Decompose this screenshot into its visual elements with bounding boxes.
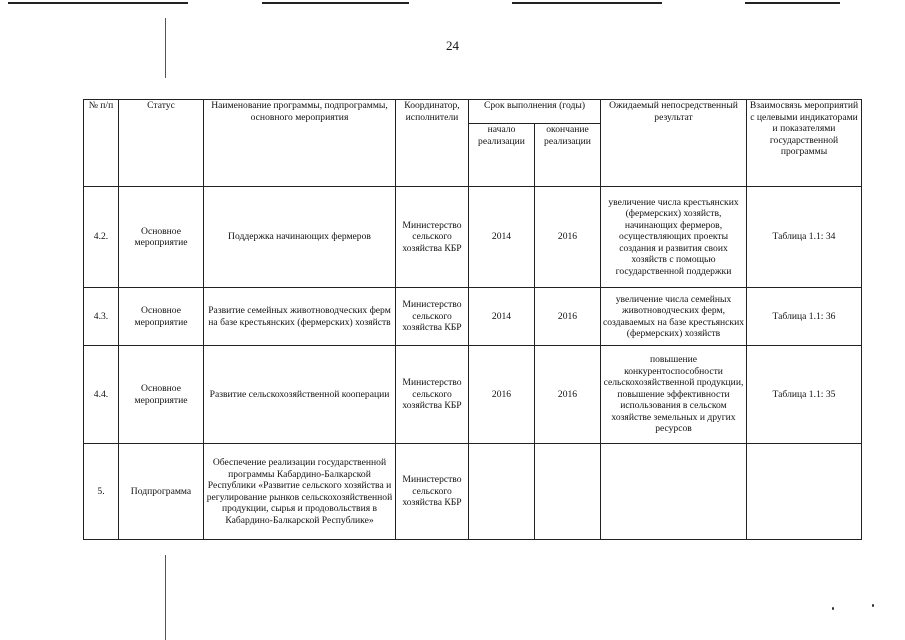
top-rule-3 — [512, 2, 662, 4]
row-relation: Таблица 1.1: 36 — [747, 288, 862, 346]
row-coordinator: Министерство сельского хозяйства КБР — [396, 288, 469, 346]
row-relation — [747, 444, 862, 540]
row-name: Развитие семейных животноводческих ферм на базе крестьянских (фермерских) хозяйств — [204, 288, 396, 346]
row-status: Основное мероприятие — [119, 187, 204, 288]
row-num: 4.3. — [84, 288, 119, 346]
header-status: Статус — [119, 100, 204, 187]
row-relation: Таблица 1.1: 35 — [747, 346, 862, 444]
header-name: Наименование программы, подпрограммы, основного мероприятия — [204, 100, 396, 187]
row-coordinator: Министерство сельского хозяйства КБР — [396, 444, 469, 540]
header-term: Срок выполнения (годы) — [469, 100, 601, 124]
top-rule-2 — [262, 2, 409, 4]
top-rule-1 — [8, 2, 188, 4]
row-name: Обеспечение реализации государственной программы Кабардино-Балкарской Республики «Развитие сельского хозяйства и регулирование рынков сельскохозяйственной продукции, сырья и продовольствия в Кабардино-Балкарской Республике» — [204, 444, 396, 540]
header-term-start: начало реализации — [469, 124, 535, 187]
row-status: Основное мероприятие — [119, 288, 204, 346]
row-num: 4.4. — [84, 346, 119, 444]
row-name: Поддержка начинающих фермеров — [204, 187, 396, 288]
row-end: 2016 — [535, 187, 601, 288]
row-start: 2016 — [469, 346, 535, 444]
header-row — [84, 100, 862, 124]
header-coordinator: Координатор, исполнители — [396, 100, 469, 187]
header-relation: Взаимосвязь мероприятий с целевыми индикаторами и показателями государственной программы — [747, 100, 862, 187]
row-result: повышение конкурентоспособности сельскохозяйственной продукции, повышение эффективности использования в сельском хозяйстве земельных и других ресурсов — [601, 346, 747, 444]
row-num: 5. — [84, 444, 119, 540]
table-row — [84, 288, 862, 346]
table-row — [84, 444, 862, 540]
row-end — [535, 444, 601, 540]
row-start: 2014 — [469, 288, 535, 346]
row-end: 2016 — [535, 288, 601, 346]
row-end: 2016 — [535, 346, 601, 444]
row-result: увеличение числа семейных животноводческих ферм, создаваемых на базе крестьянских (фермерских) хозяйств — [601, 288, 747, 346]
scan-speck-2 — [872, 604, 874, 607]
row-status: Основное мероприятие — [119, 346, 204, 444]
row-result — [601, 444, 747, 540]
fold-line-bottom — [165, 555, 166, 640]
row-start: 2014 — [469, 187, 535, 288]
row-relation: Таблица 1.1: 34 — [747, 187, 862, 288]
scan-speck-1 — [832, 607, 834, 610]
row-status: Подпрограмма — [119, 444, 204, 540]
page-number: 24 — [446, 38, 459, 53]
table-row — [84, 187, 862, 288]
header-term-end: окончание реализации — [535, 124, 601, 187]
row-num: 4.2. — [84, 187, 119, 288]
table-row — [84, 346, 862, 444]
row-name: Развитие сельскохозяйственной кооперации — [204, 346, 396, 444]
row-coordinator: Министерство сельского хозяйства КБР — [396, 346, 469, 444]
row-result: увеличение числа крестьянских (фермерских) хозяйств, начинающих фермеров, осуществляющих проекты создания и развития своих хозяйств с помощью государственной поддержки — [601, 187, 747, 288]
top-rule-4 — [745, 2, 840, 4]
program-measures-table — [83, 99, 862, 540]
header-num: № п/п — [84, 100, 119, 187]
row-coordinator: Министерство сельского хозяйства КБР — [396, 187, 469, 288]
header-result: Ожидаемый непосредственный результат — [601, 100, 747, 187]
row-start — [469, 444, 535, 540]
